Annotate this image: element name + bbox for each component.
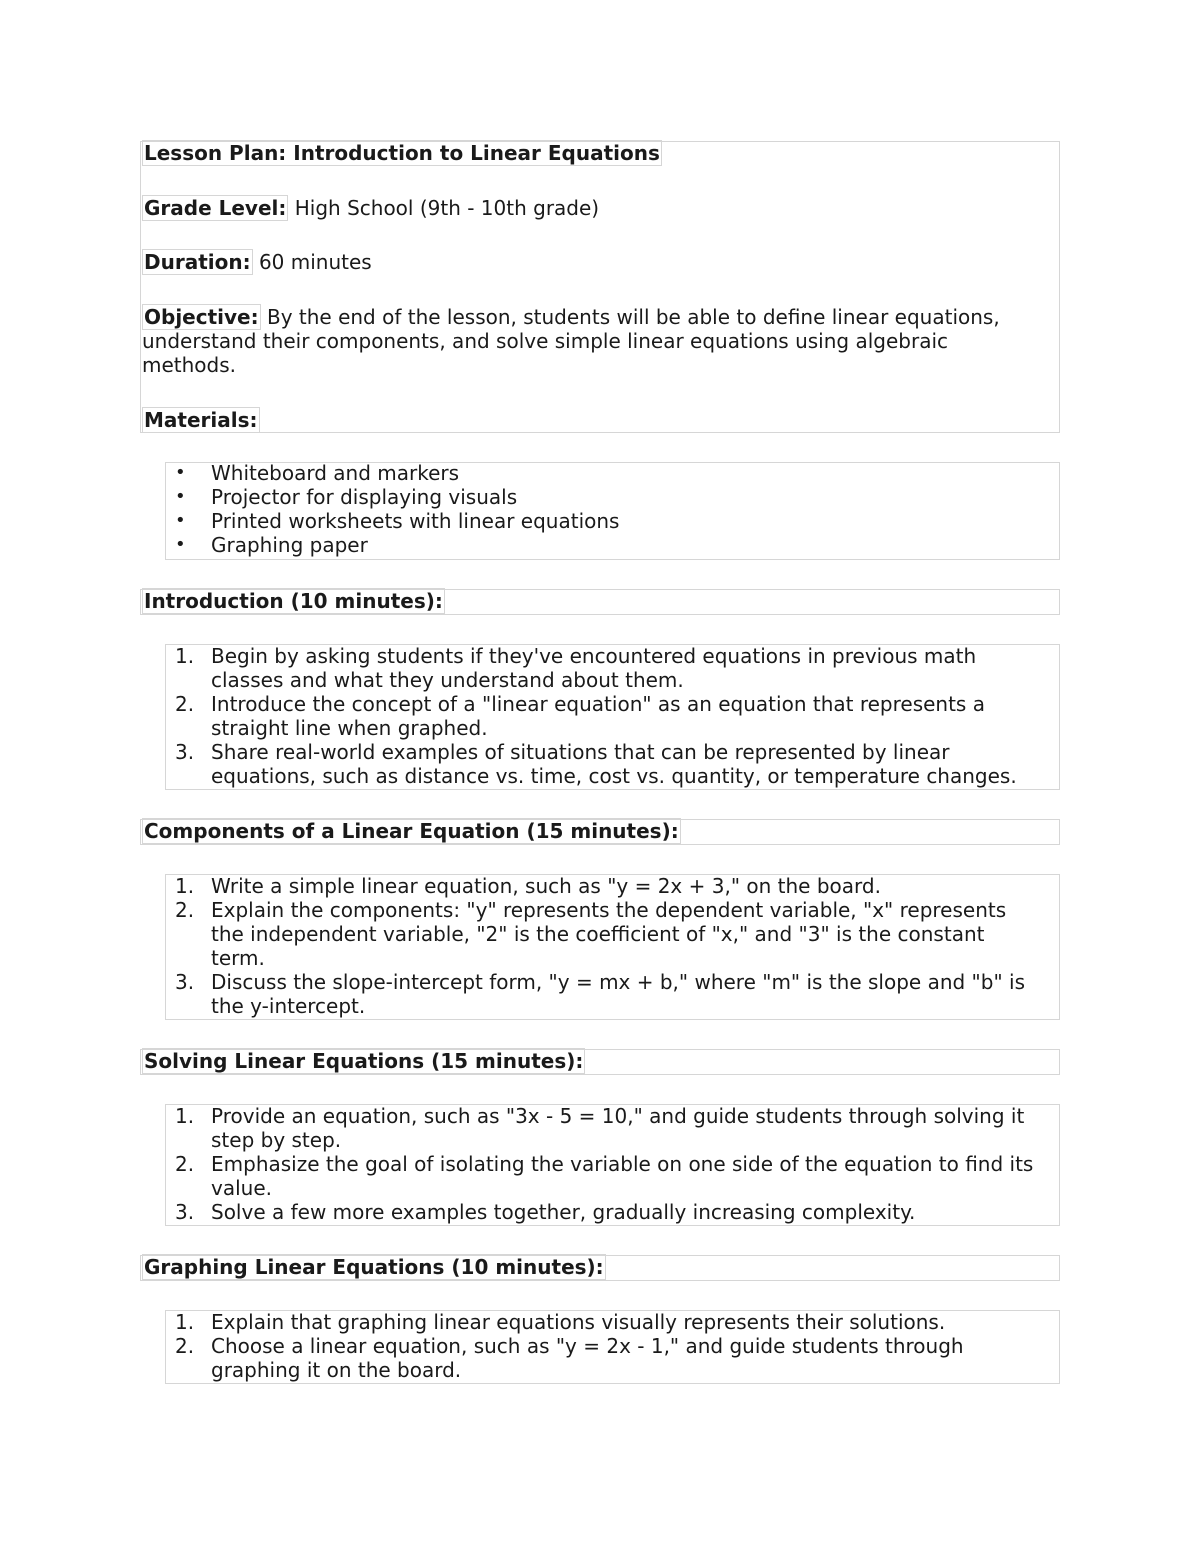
introduction-list xyxy=(166,644,1060,788)
page-title: Lesson Plan: Introduction to Linear Equations xyxy=(144,141,660,165)
bullet-icon: • xyxy=(175,486,186,507)
duration-label: Duration: xyxy=(144,250,251,274)
bullet-icon: • xyxy=(175,462,186,483)
list-item: straight line when graphed. xyxy=(211,716,488,740)
bullet-icon: • xyxy=(175,510,186,531)
section-heading: Solving Linear Equations (15 minutes): xyxy=(144,1049,584,1073)
list-item: • Printed worksheets with linear equations xyxy=(175,509,620,533)
section-heading: Graphing Linear Equations (10 minutes): xyxy=(144,1255,604,1279)
section-heading: Introduction (10 minutes): xyxy=(144,589,443,613)
list-item: 1. Provide an equation, such as "3x - 5 = 10," and guide students through solving it xyxy=(175,1104,1025,1128)
section-heading: Components of a Linear Equation (15 minutes): xyxy=(144,819,679,843)
list-item: 1. Write a simple linear equation, such as "y = 2x + 3," on the board. xyxy=(175,874,881,898)
materials-list xyxy=(166,461,1060,557)
components-list xyxy=(166,874,1060,1018)
list-item: classes and what they understand about them. xyxy=(211,668,684,692)
grade-label: Grade Level: xyxy=(144,196,287,220)
objective-label: Objective: xyxy=(144,305,259,329)
list-item: 1. Explain that graphing linear equations visually represents their solutions. xyxy=(175,1310,946,1334)
list-item: step by step. xyxy=(211,1128,342,1152)
grade-level xyxy=(142,196,599,220)
duration xyxy=(142,250,372,274)
list-item: 3. Solve a few more examples together, gradually increasing complexity. xyxy=(175,1200,916,1224)
grade-value: High School (9th - 10th grade) xyxy=(294,196,600,220)
list-item: • Whiteboard and markers xyxy=(175,461,460,485)
list-item: 3. Discuss the slope-intercept form, "y = mx + b," where "m" is the slope and "b" is xyxy=(175,970,1025,994)
list-item: 2. Introduce the concept of a "linear equation" as an equation that represents a xyxy=(175,692,985,716)
objective-line: By the end of the lesson, students will be able to define linear equations, xyxy=(266,305,1000,329)
list-item: equations, such as distance vs. time, cost vs. quantity, or temperature changes. xyxy=(211,764,1017,788)
list-item: 2. Explain the components: "y" represents the dependent variable, "x" represents xyxy=(175,898,1007,922)
list-item: graphing it on the board. xyxy=(211,1358,462,1382)
list-item: term. xyxy=(211,946,265,970)
list-item: 1. Begin by asking students if they've encountered equations in previous math xyxy=(175,644,977,668)
materials-heading: Materials: xyxy=(144,408,258,432)
list-item: the y-intercept. xyxy=(211,994,366,1018)
list-item: • Graphing paper xyxy=(175,533,368,557)
objective-line: understand their components, and solve simple linear equations using algebraic xyxy=(142,329,948,353)
objective-line: methods. xyxy=(142,353,237,377)
list-item: 3. Share real-world examples of situations that can be represented by linear xyxy=(175,740,950,764)
objective xyxy=(142,305,1000,329)
graphing-list xyxy=(166,1310,1060,1382)
list-item: value. xyxy=(211,1176,272,1200)
list-item: • Projector for displaying visuals xyxy=(175,485,518,509)
solving-list xyxy=(166,1104,1060,1224)
list-item: 2. Choose a linear equation, such as "y = 2x - 1," and guide students through xyxy=(175,1334,964,1358)
bullet-icon: • xyxy=(175,534,186,555)
list-item: 2. Emphasize the goal of isolating the variable on one side of the equation to find its xyxy=(175,1152,1034,1176)
list-item: the independent variable, "2" is the coefficient of "x," and "3" is the constant xyxy=(211,922,985,946)
duration-value: 60 minutes xyxy=(258,250,372,274)
header-box xyxy=(140,141,1060,433)
